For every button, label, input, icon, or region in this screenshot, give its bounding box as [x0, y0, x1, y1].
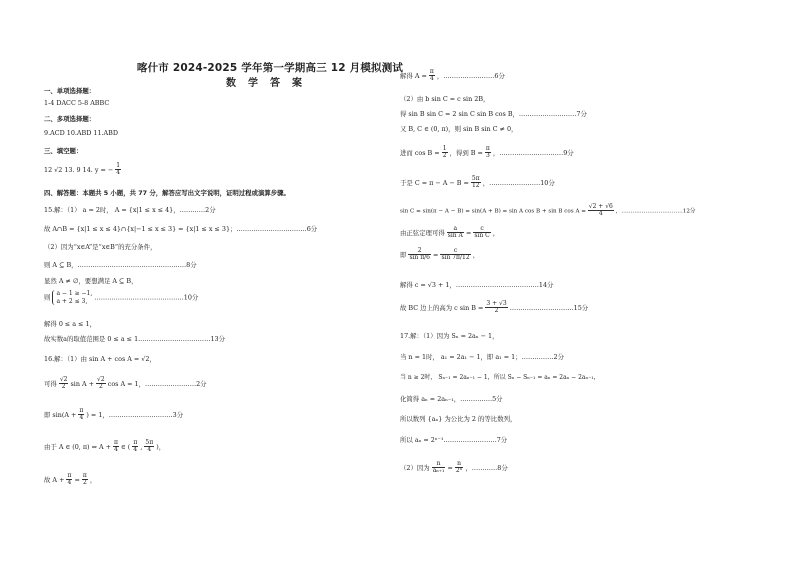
- q15-score-10: ……………………………………10分: [94, 293, 199, 302]
- fraction: [408, 248, 431, 262]
- fraction: [82, 473, 88, 487]
- numerator: n: [455, 461, 463, 468]
- denominator: 4: [79, 414, 84, 422]
- fraction: [78, 408, 84, 422]
- section1-answers: 1-4 DACC 5-8 ABBC: [44, 99, 110, 107]
- denominator: 4: [429, 75, 434, 83]
- numerator: c: [473, 226, 490, 233]
- numerator: 3 + √3: [486, 300, 507, 307]
- fraction: [59, 377, 69, 391]
- denominator: 2: [61, 383, 66, 391]
- denominator: 12: [471, 182, 480, 190]
- text: ，得到 B =: [449, 148, 483, 157]
- denominator: 2: [82, 479, 87, 487]
- text: ，…………8分: [465, 463, 508, 472]
- page-title: 喀什市 2024-2025 学年第一学期高三 12 月模拟测试: [136, 62, 404, 74]
- text: 进而 cos B =: [400, 148, 440, 157]
- fraction: [432, 461, 446, 475]
- denominator: sin C: [474, 232, 490, 240]
- r-line-12: 17.解：（1）因为 Sₙ = 2aₙ − 1，: [400, 332, 499, 340]
- text: ) = 1，…………………………3分: [86, 410, 184, 419]
- section3-answers: [44, 163, 121, 177]
- text: =: [465, 228, 472, 237]
- text: ，: [472, 250, 480, 259]
- numerator: 1: [442, 145, 447, 152]
- numerator: n: [432, 461, 446, 468]
- q15-line-7: 解得 0 ≤ a ≤ 1，: [44, 320, 96, 328]
- text: =: [74, 475, 80, 484]
- section2-answers: 9.ACD 10.ABD 11.ABD: [44, 129, 118, 137]
- fraction: [447, 226, 464, 240]
- text: =: [433, 250, 439, 259]
- numerator: π: [82, 472, 87, 479]
- r-line-5: [400, 146, 574, 160]
- q15-line-4: 则 A ⊆ B，……………………………………………8分: [44, 261, 197, 269]
- fraction: [440, 248, 470, 262]
- r-line-17: 所以 aₙ = 2ⁿ⁻¹.……………………7分: [400, 436, 508, 444]
- numerator: 2: [408, 248, 431, 255]
- denominator: sin A: [447, 232, 463, 240]
- denominator: 3: [485, 152, 490, 160]
- q16-line-3: [44, 408, 183, 422]
- numerator: √2: [59, 376, 68, 383]
- r-line-14: 当 n ≥ 2时， Sₙ₋₁ = 2aₙ₋₁ − 1，所以 Sₙ − Sₙ₋₁ = aₙ = 2aₙ − 2aₙ₋₁，: [400, 374, 600, 381]
- q15-line-1: 15.解：（1） a = 2时， A = {x|1 ≤ x ≤ 4}，…………2分: [44, 206, 216, 214]
- r-line-15: 化简得 aₙ = 2aₙ₋₁，……………5分: [400, 395, 503, 403]
- r-line-1: [400, 69, 505, 83]
- text: sin C = sin(π − A − B) = sin(A + B) = sin A cos B + sin B cos A =: [400, 208, 586, 215]
- text: ，: [492, 228, 500, 237]
- numerator: π: [485, 145, 490, 152]
- text: 故 A +: [44, 475, 65, 484]
- fraction: [96, 377, 106, 391]
- numerator: 1: [116, 162, 121, 169]
- numerator: √2: [97, 376, 105, 383]
- denominator: 2: [98, 383, 103, 391]
- text: =: [447, 463, 453, 472]
- r-line-9: [400, 248, 479, 262]
- fraction: [429, 69, 435, 83]
- r-line-11: [400, 301, 588, 315]
- r-line-7: [400, 204, 696, 218]
- text: ，……………………6分: [436, 71, 505, 80]
- text: ∈ (: [121, 442, 131, 451]
- numerator: π: [79, 407, 84, 414]
- fraction: [113, 440, 119, 454]
- fraction: [442, 146, 448, 160]
- q15-line-8: 故实数a的取值范围是 0 ≤ a ≤ 1.……………………………13分: [44, 335, 225, 343]
- r-line-13: 当 n = 1时， a₁ = 2a₁ − 1，即 a₁ = 1；……………2分: [400, 353, 565, 361]
- section4-heading: 四、解答题：本题共 5 小题，共 77 分，解答应写出文字说明，证明过程或演算步骤。: [44, 189, 290, 197]
- r-line-3: 得 sin B sin C = 2 sin C sin B cos B，………………………7分: [400, 110, 587, 118]
- page-subtitle: 数学答案: [226, 78, 314, 89]
- fraction: [473, 226, 490, 240]
- answer14-fraction: [115, 163, 121, 177]
- text: 即: [400, 250, 407, 259]
- q15-system-row-2: a + 2 ≤ 3,: [56, 297, 88, 305]
- text: ，: [89, 475, 97, 484]
- text: （2）因为: [400, 463, 430, 472]
- r-line-6: [400, 176, 555, 190]
- denominator: 4: [67, 479, 72, 487]
- text: )，: [156, 442, 166, 451]
- q15-line-2: 故 A∩B = {x|1 ≤ x ≤ 4}∩{x|−1 ≤ x ≤ 3} = {x|1 ≤ x ≤ 3}；……………………………6分: [44, 225, 318, 233]
- r-line-4: 又 B, C ∈ (0, π)，则 sin B sin C ≠ 0，: [400, 125, 518, 133]
- q16-line-1: 16.解：（1）由 sin A + cos A = √2，: [44, 355, 156, 363]
- r-line-16: 所以数列 {aₙ} 为公比为 2 的等比数列，: [400, 415, 517, 423]
- text: …………………………15分: [509, 303, 589, 312]
- q15-system-row-1: a − 1 ≥ −1,: [56, 290, 93, 297]
- numerator: c: [440, 248, 470, 255]
- numerator: π: [133, 439, 138, 446]
- numerator: √2 + √6: [588, 203, 613, 210]
- q16-line-4: [44, 440, 165, 454]
- numerator: π: [67, 472, 72, 479]
- q15-line-5: 显然 A ≠ ∅，要想满足 A ⊆ B，: [44, 277, 138, 285]
- numerator: π: [114, 439, 118, 446]
- numerator: a: [447, 226, 464, 233]
- q15-line-3: （2）因为“x∈A”是“x∈B”的充分条件，: [44, 243, 157, 251]
- section3-answer-text: 12 √2 13. 9 14. y = −: [44, 165, 114, 174]
- fraction: [144, 440, 154, 454]
- fraction: [455, 461, 463, 475]
- fraction: [66, 473, 72, 487]
- section1-heading: 一、单项选择题：: [44, 87, 96, 95]
- q15-system: [52, 290, 92, 305]
- section3-heading: 三、填空题：: [44, 147, 83, 155]
- text: ，……………………10分: [482, 178, 555, 187]
- denominator: 4: [598, 210, 603, 218]
- q16-line-2: [44, 377, 207, 391]
- numerator: 5π: [471, 175, 480, 182]
- denominator: sin π/6: [409, 254, 430, 262]
- text: cos A = 1，……………………2分: [107, 379, 207, 388]
- denominator: aₙ₊₁: [432, 467, 445, 475]
- r-line-10: 解得 c = √3 + 1，…………………………………14分: [400, 281, 554, 289]
- denominator: 2ⁿ: [455, 467, 463, 475]
- denominator: sin 7π/12: [441, 254, 470, 262]
- denominator: 4: [116, 169, 121, 177]
- denominator: 2: [494, 307, 499, 315]
- text: ,: [140, 442, 143, 451]
- r-line-8: [400, 226, 499, 240]
- q15-line-6: [44, 290, 198, 305]
- denominator: 2: [442, 152, 447, 160]
- text: ，……………………………12分: [615, 208, 696, 215]
- text: 于是 C = π − A − B =: [400, 178, 469, 187]
- text: sin A +: [70, 379, 94, 388]
- denominator: 4: [133, 446, 138, 454]
- text: 由正弦定理可得: [400, 228, 445, 237]
- fraction: [132, 440, 138, 454]
- text: 即 sin(A +: [44, 410, 77, 419]
- text: 故 BC 边上的高为 c sin B =: [400, 303, 484, 312]
- fraction: [471, 176, 481, 190]
- numerator: 5π: [145, 439, 154, 446]
- text: 由于 A ∈ (0, π) ⇒ A +: [44, 442, 111, 451]
- denominator: 4: [147, 446, 152, 454]
- text: ，…………………………9分: [492, 148, 574, 157]
- fraction: [485, 301, 507, 315]
- r-line-18: [400, 461, 508, 475]
- numerator: π: [429, 68, 434, 75]
- r-line-2: （2）由 b sin C = c sin 2B，: [400, 95, 490, 103]
- q15-then-label: 则: [44, 293, 51, 302]
- fraction: [588, 204, 614, 218]
- fraction: [485, 146, 491, 160]
- text: 解得 A =: [400, 71, 427, 80]
- section2-heading: 二、多项选择题：: [44, 115, 96, 123]
- q16-line-5: [44, 473, 96, 487]
- text: 可得: [44, 379, 57, 388]
- denominator: 4: [114, 446, 118, 454]
